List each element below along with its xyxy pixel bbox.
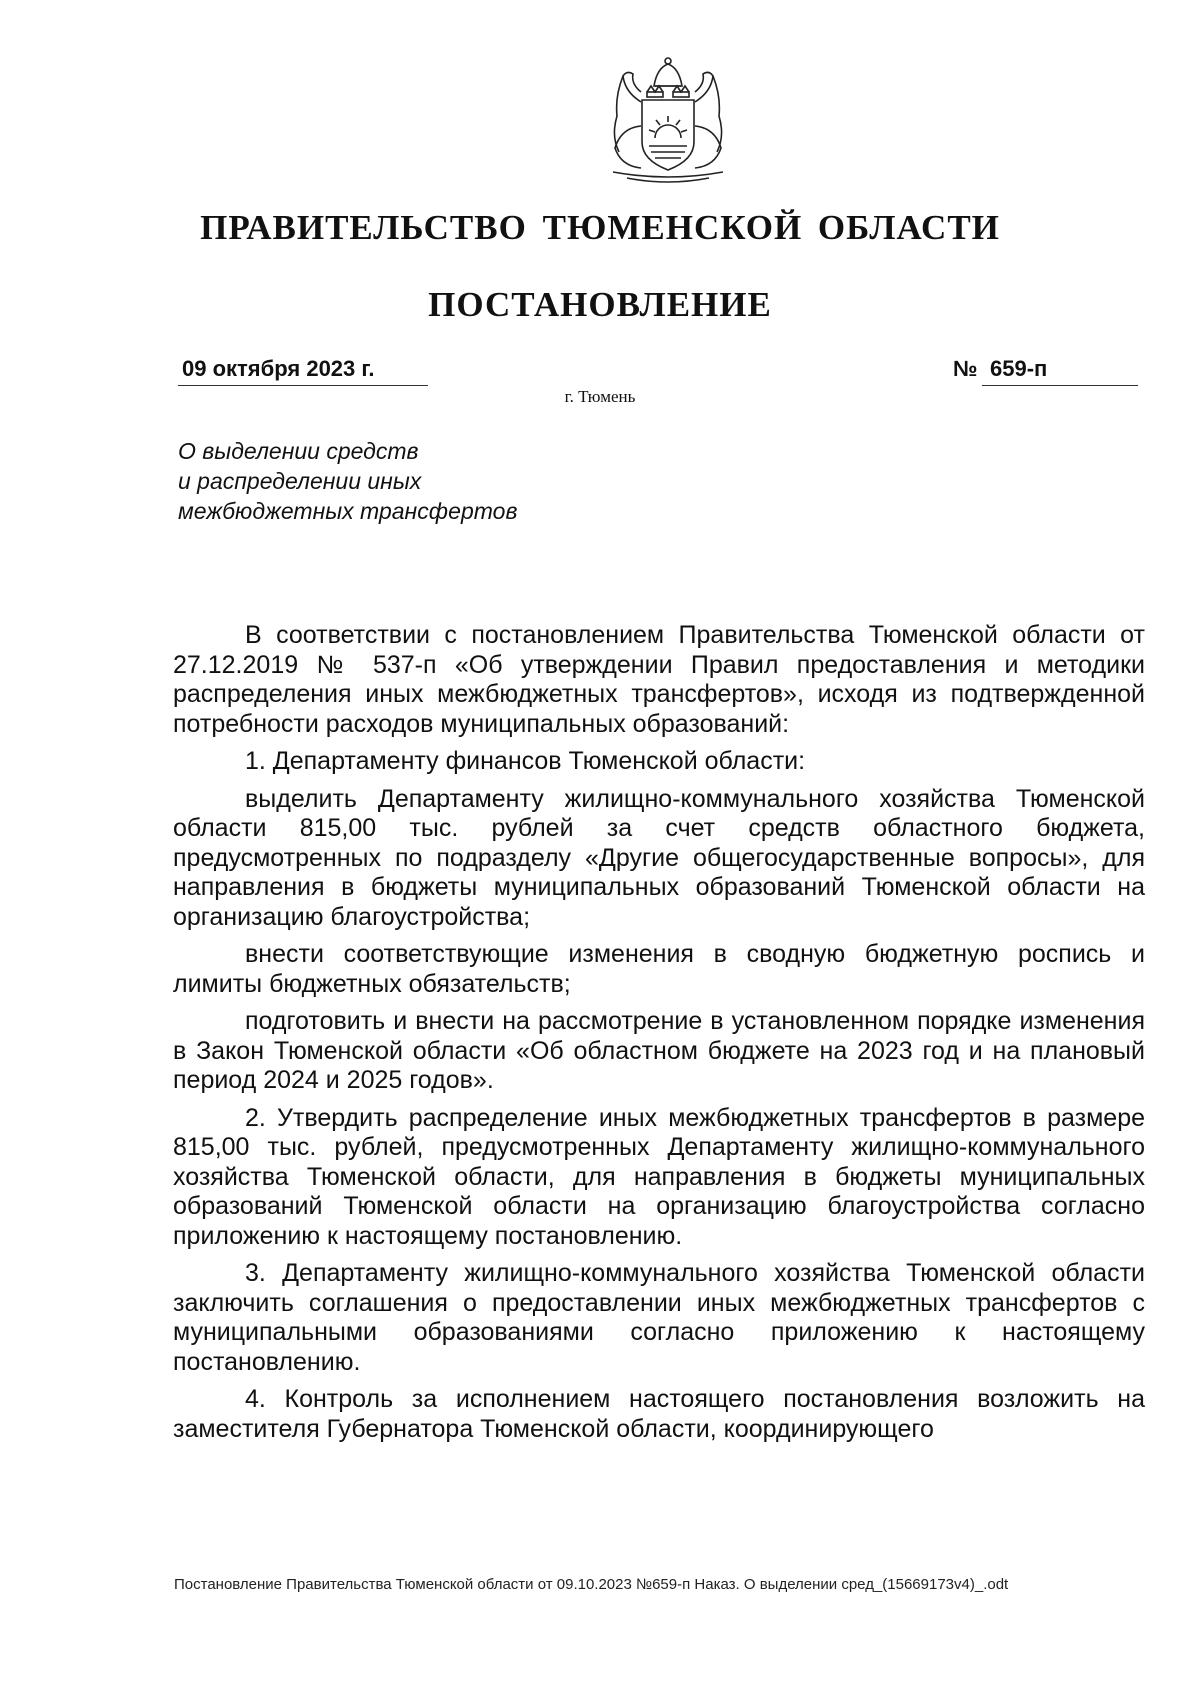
document-body — [173, 621, 1145, 1452]
subject-line: О выделении средств — [178, 438, 419, 464]
document-subject — [178, 436, 598, 526]
document-type-title: ПОСТАНОВЛЕНИЕ — [428, 285, 772, 324]
body-paragraph: 1. Департаменту финансов Тюменской области: — [245, 747, 806, 775]
body-paragraph: В соответствии с постановлением Правительства Тюменской области от 27.12.2019 № 537-п «Об утверждении Правил предоставления и методики распределения иных межбюджетных трансфертов», исходя из подтвержденной потребности расходов муниципальных образований: — [173, 621, 1145, 738]
page-footer: Постановление Правительства Тюменской области от 09.10.2023 №659-п Наказ. О выделении сред_(15669173v4)_.odt — [174, 1576, 1009, 1593]
number-label: № — [953, 356, 978, 381]
city-name: г. Тюмень — [564, 387, 636, 406]
government-title: ПРАВИТЕЛЬСТВО ТЮМЕНСКОЙ ОБЛАСТИ — [200, 208, 1000, 247]
body-paragraph: выделить Департаменту жилищно-коммунального хозяйства Тюменской области 815,00 тыс. рублей за счет средств областного бюджета, предусмотренных по подразделу «Другие общегосударственные вопросы», для направления в бюджеты муниципальных образований Тюменской области на организацию благоустройства; — [173, 784, 1145, 931]
subject-line: и распределении иных — [178, 468, 422, 494]
coat-of-arms-icon — [597, 56, 739, 188]
document-number: 659-п — [982, 352, 1138, 386]
subject-line: межбюджетных трансфертов — [178, 498, 518, 524]
body-paragraph: 2. Утвердить распределение иных межбюджетных трансфертов в размере 815,00 тыс. рублей, предусмотренных Департаменту жилищно-коммунального хозяйства Тюменской области, для направления в бюджеты муниципальных образований Тюменской области на организацию благоустройства согласно приложению к настоящему постановлению. — [173, 1103, 1145, 1250]
body-paragraph: внести соответствующие изменения в сводную бюджетную роспись и лимиты бюджетных обязательств; — [173, 940, 1145, 998]
body-paragraph: подготовить и внести на рассмотрение в установленном порядке изменения в Закон Тюменской области «Об областном бюджете на 2023 год и на плановый период 2024 и 2025 годов». — [173, 1007, 1145, 1094]
document-date: 09 октября 2023 г. — [178, 352, 428, 386]
body-paragraph: 3. Департаменту жилищно-коммунального хозяйства Тюменской области заключить соглашения о предоставлении иных межбюджетных трансфертов с муниципальными образованиями согласно приложению к настоящему постановлению. — [173, 1259, 1145, 1376]
body-paragraph: 4. Контроль за исполнением настоящего постановления возложить на заместителя Губернатора Тюменской области, координирующего — [173, 1385, 1145, 1443]
